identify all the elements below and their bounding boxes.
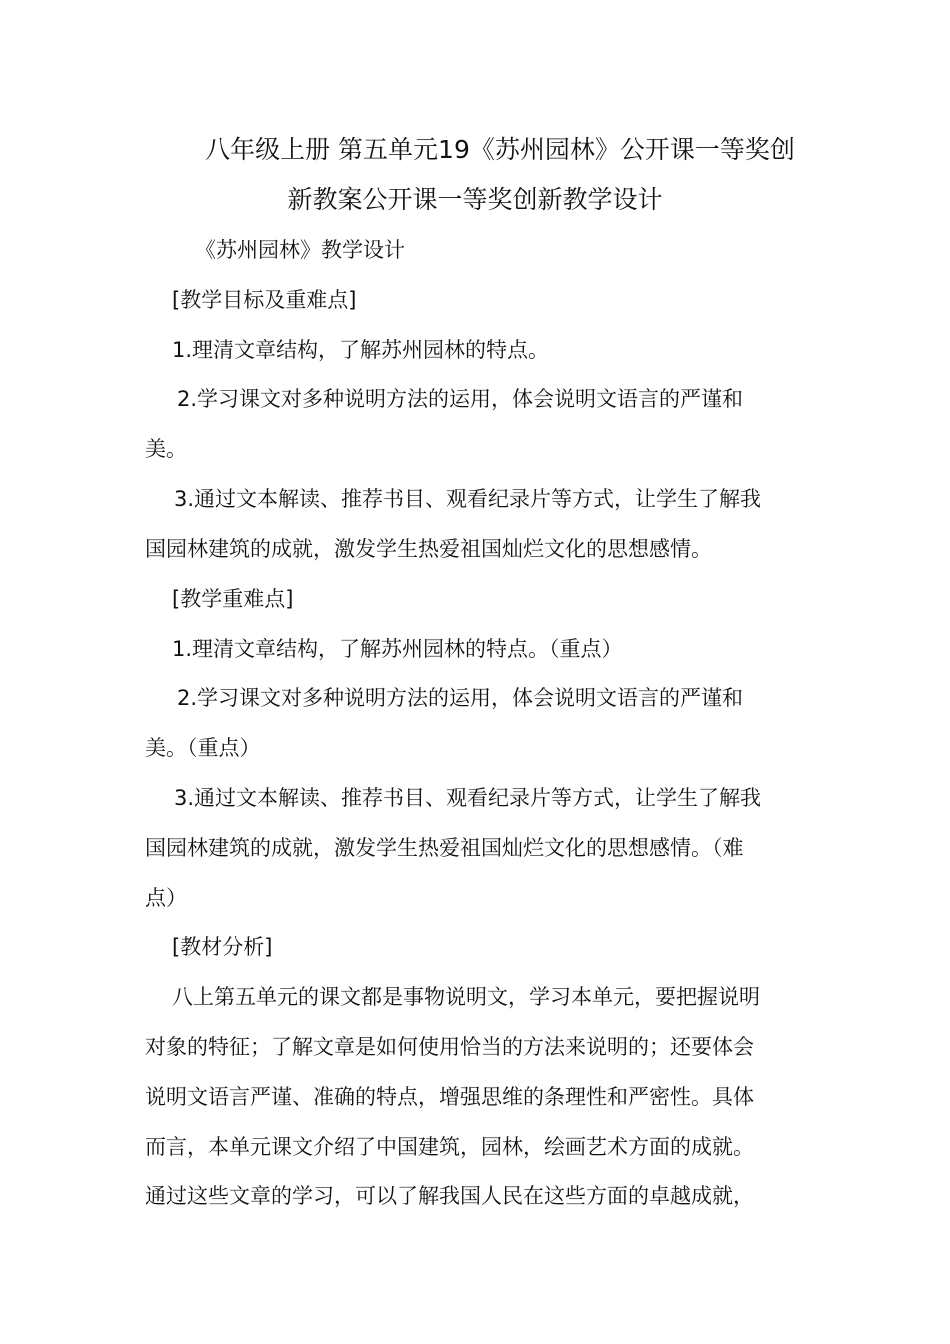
- subtitle: 《苏州园林》教学设计: [195, 238, 405, 262]
- paragraph-line: 3.通过文本解读、推荐书目、观看纪录片等方式，让学生了解我: [174, 786, 762, 810]
- paragraph-line: 说明文语言严谨、准确的特点，增强思维的条理性和严密性。具体: [145, 1085, 754, 1109]
- paragraph-line: 2.学习课文对多种说明方法的运用，体会说明文语言的严谨和: [177, 387, 744, 411]
- section-heading-objectives: [教学目标及重难点]: [172, 288, 357, 312]
- document-title-line-1: 八年级上册 第五单元19《苏州园林》公开课一等奖创: [205, 135, 795, 164]
- paragraph-line: 1.理清文章结构，了解苏州园林的特点。: [172, 338, 550, 362]
- section-heading-analysis: [教材分析]: [172, 935, 273, 959]
- paragraph-line: 2.学习课文对多种说明方法的运用，体会说明文语言的严谨和: [177, 686, 744, 710]
- paragraph-line: 美。（重点）: [145, 736, 261, 760]
- paragraph-line: 八上第五单元的课文都是事物说明文，学习本单元，要把握说明: [172, 985, 760, 1009]
- document-title-line-2: 新教案公开课一等奖创新教学设计: [287, 185, 663, 214]
- paragraph-line: 通过这些文章的学习，可以了解我国人民在这些方面的卓越成就，: [145, 1184, 754, 1208]
- paragraph-line: 国园林建筑的成就，激发学生热爱祖国灿烂文化的思想感情。: [145, 537, 712, 561]
- section-heading-key-points: [教学重难点]: [172, 587, 294, 611]
- paragraph-line: 而言，本单元课文介绍了中国建筑，园林，绘画艺术方面的成就。: [145, 1135, 754, 1159]
- paragraph-line: 美。: [145, 437, 187, 461]
- paragraph-line: 对象的特征；了解文章是如何使用恰当的方法来说明的；还要体会: [145, 1035, 754, 1059]
- paragraph-line: 1.理清文章结构，了解苏州园林的特点。（重点）: [172, 637, 623, 661]
- paragraph-line: 点）: [145, 886, 187, 910]
- paragraph-line: 国园林建筑的成就，激发学生热爱祖国灿烂文化的思想感情。（难: [145, 836, 744, 860]
- paragraph-line: 3.通过文本解读、推荐书目、观看纪录片等方式，让学生了解我: [174, 487, 762, 511]
